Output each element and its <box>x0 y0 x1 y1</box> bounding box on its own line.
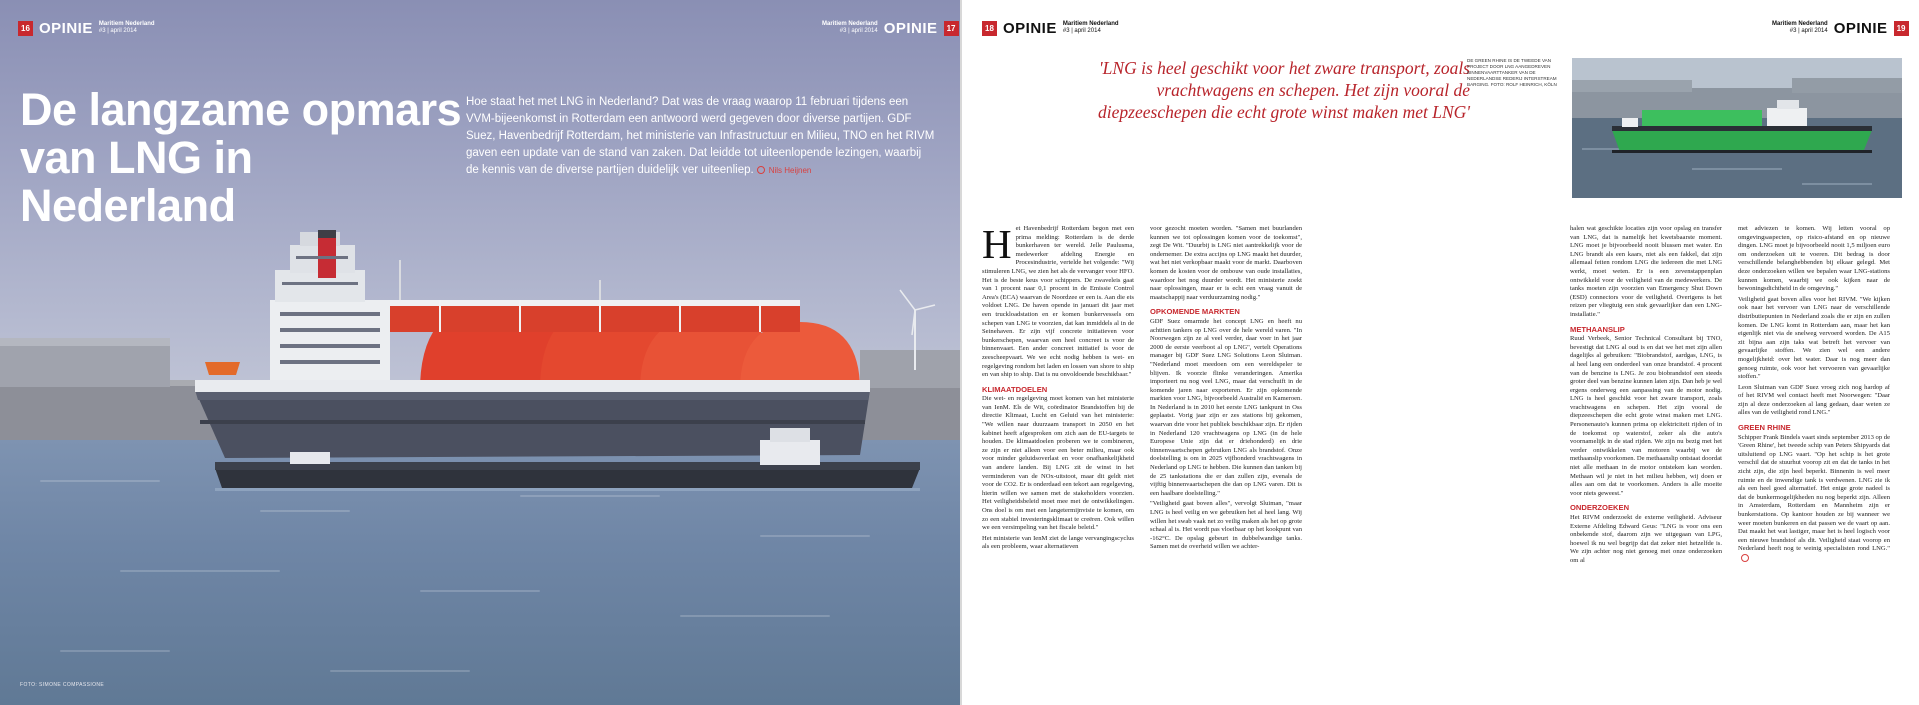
title-line-1: De langzame opmars <box>20 84 462 135</box>
article-column-4 <box>1738 225 1890 565</box>
magazine-meta <box>822 21 878 35</box>
author-name: Nils Heijnen <box>768 166 812 175</box>
paragraph: Ruud Verbeek, Senior Technical Consultant bij TNO, bevestigt dat LNG al oud is en dat we het met zijn allen dagelijks al gebruiken: "Biobrandstof, aardgas, LNG, is al heel lang een onderdeel van onze brandstof. 4 procent van de benzine is LNG. Je zou biobrandstof een steeds groter deel van benzine kunnen laten zijn. Dan heb je wel ergens onderweg een aanpassing van de motor nodig. LNG is heel geschikt voor het zware transport, zoals vrachtwagens en schepen. Het zijn vooral de diepzeeschepen die echt grote winst maken met LNG. Personenauto's kunnen prima op elektriciteit rijden of in de toekomst op waterstof, zeker als die auto's voornamelijk in de stad rijden. We zijn nu bezig met het verder ontwikkelen van motoren waarbij we de methaanslip voorkomen. De methaanslip ontstaat doordat niet alle methaan in de motor ontsteken kan worden. Methaan wil je niet in het milieu hebben, wij doen er alles aan om dat te voorkomen. Anders is alle moeite voor niets geweest." <box>1570 335 1722 497</box>
paragraph <box>1738 434 1890 563</box>
article-column-3 <box>1570 225 1722 568</box>
right-spread-article-page <box>962 0 1919 705</box>
green-rhine-ship-illustration <box>1572 58 1902 198</box>
section-label: OPINIE <box>883 19 938 37</box>
page-header-right <box>1772 18 1909 38</box>
page-number: 18 <box>982 21 997 36</box>
subheading: ONDERZOEKEN <box>1570 503 1630 513</box>
paragraph: halen wat geschikte locaties zijn voor opslag en transfer van LNG, dat is namelijk het kwetsbaarste moment. LNG moet je bijvoorbeeld nooit blussen met water. En LNG brandt als een kaars, niet als een fakkel, dat zijn allemaal feiten rondom LNG die iedereen die met LNG werkt, moet weten. Er is een zevenstappenplan ontwikkeld voor de veiligheid van de medewerkers. De tanks moeten zijn voorzien van Emergency Shut Down (ESD) connectors voor de veiligheid. Overigens is het reizen per vliegtuig een stuk gevaarlijker dan een LNG-installatie." <box>1570 225 1722 318</box>
subheading: METHAANSLIP <box>1570 324 1625 334</box>
page-header-left <box>982 18 1119 38</box>
subheading: GREEN RHINE <box>1738 423 1791 433</box>
article-column-1 <box>982 221 1134 554</box>
magazine-name: Maritiem Nederland <box>1772 21 1828 27</box>
magazine-name: Maritiem Nederland <box>1062 21 1119 27</box>
page-number: 16 <box>18 21 33 36</box>
article-intro <box>466 94 936 179</box>
page-number: 19 <box>1894 21 1909 36</box>
end-mark-icon <box>757 166 765 174</box>
page-number: 17 <box>944 21 959 36</box>
paragraph-text: et Havenbedrijf Rotterdam begon met een prima melding: Rotterdam is de derde bunkerhaven ter wereld. Jelle Paulusma, medewerker afdeling Energie en Procesindustrie, vertelde het volgende: "Wij stimuleren LNG, we zien het als de vervanger voor HFO. Het is de beste keus voor schippers. De zwaveleis gaat van 1 procent naar 0,1 procent in de Emissie Control Area's (ECA) waarvan de Noordzee er een is. Aan die eis voldoet LNG. De haven opende in januari dit jaar met een truckloadstation en er komen bunkervessels om schepen van LNG te voorzien, dat kan inmiddels al in de Seinehaven. Er zijn vijf concrete initiatieven voor bunkerschepen, waarvan een heel concreet is voor de binnenvaart. Een ander concreet initiatief is voor de zeescheepvaart. We we echt nodig hebben is wet- en regelgeving rondom het laden en lossen van shore to ship en van ship to ship. Dat is nu onvoldoende beschikbaar." <box>982 225 1134 379</box>
paragraph <box>982 221 1134 380</box>
article-title <box>20 86 470 230</box>
left-page-header <box>18 18 155 38</box>
paragraph-text: Schipper Frank Bindels vaart sinds september 2013 op de 'Green Rhine', het tweede schip van Peters Shipyards dat uitsluitend op LNG vaart. "Op het schip is het grote verschil dat de stuurhut voorop zit en dat de tanks in het zicht zijn, die zijn heel beperkt. Binnenin is wel meer ruimte en de inwendige tank is verdwenen. LNG zie ik als een heel goed alternatief. Het enige grote nadeel is dat de bunkermogelijkheden nu nog beperkt zijn. Alleen in Amsterdam, Rotterdam en Mannheim zijn er bunkerstations. Op kantoor houden ze bij wanneer we weer moeten bunkeren en dat passen we de vaart op aan. Dat maakt het wat lastiger, maar het is heel logisch voor een nieuwe brandstof als dit. Veiligheid staat voorop en Nederland heeft nog te weinig specialisten rond LNG." <box>1738 433 1890 553</box>
issue-label: #3 | april 2014 <box>1789 28 1828 34</box>
issue-label: #3 | april 2014 <box>98 28 137 34</box>
magazine-meta <box>1772 21 1828 35</box>
end-mark-icon <box>1741 554 1749 562</box>
magazine-meta <box>1063 21 1119 35</box>
subheading: KLIMAATDOELEN <box>982 384 1048 394</box>
pull-quote: 'LNG is heel geschikt voor het zware transport, zoals vrachtwagens en schepen. Het zijn vooral de diepzeeschepen die echt grote winst maken met LNG' <box>1098 58 1470 122</box>
subheading: OPKOMENDE MARKTEN <box>1150 307 1240 317</box>
section-label: OPINIE <box>1003 19 1057 37</box>
paragraph: Het ministerie van IenM ziet de lange vervangingscyclus als een probleem, waar alternatieven <box>982 534 1134 551</box>
right-page-header <box>822 18 959 38</box>
paragraph: Die wet- en regelgeving moet komen van het ministerie van IenM. Els de Wit, coördinator Brandstoffen bij de directie Klimaat, Lucht en Geluid van het ministerie: "We willen naar duurzaam transport in 2050 en het kabinet heeft afgesproken om zich aan de EU-targets te houden. De klimaatdoelen proberen we te combineren, ze zijn er niet alleen voor een beter milieu, maar ook voor minder geluidsoverlast en voor onafhankelijkheid van andere landen. Bij LNG zit de winst in het verminderen van de NOx-uitstoot, maar dit geldt niet voor de CO2. Er is onderdaad een tekort aan regelgeving, hierin willen we samen met de stakeholders voorzien. Het veiligheidsbeleid moet mee met de ontwikkelingen. Ons doel is om met een langetermijnvisie te komen, om zo een stabiel investeringsklimaat te creëren. Ook willen we een versimpeling van het fiscale beleid." <box>982 395 1134 532</box>
paragraph: voor gezocht moeten worden. "Samen met buurlanden kunnen we tot oplossingen komen voor de toekomst", zegt De Wit. "Duurbij is LNG niet aantrekkelijk voor de ondernemer. De extra accijns op LNG maakt het duurder, wat het niet verkopbaar maakt voor de markt. Daarboven komen de kosten voor de ombouw van oude installaties, waardoor het nog duurder wordt. Het ministerie zoekt naar oplossingen, maar er is echt een vraag vanuit de maatschappij naar verduurzaming nodig." <box>1150 225 1302 301</box>
paragraph: Het RIVM onderzoekt de externe veiligheid. Adviseur Externe Afdeling Edward Geus: "LNG is voor ons een onbekende stof, daarom zijn we uitgegaan van LPG, hoewel ik nu wel begrijp dat dat zeker niet hetzelfde is. We zijn achter nog niet genoeg met onze onderzoeken om al <box>1570 514 1722 564</box>
photo-credit: FOTO: SIMONE COMPASSIONE <box>20 682 105 688</box>
paragraph: "Veiligheid gaat boven alles", vervolgt Sluiman, "maar LNG is heel veilig en we gebruiken het al heel lang. Wij willen het swab vaak net zo veilig maken als het op grote schaal al is. Het wordt pas vloeibaar op het kookpunt van -162°C. De opslag gebeurt in dubbelwandige tanks. Samen met de overheid willen we achter- <box>1150 500 1302 551</box>
intro-text: Hoe staat het met LNG in Nederland? Dat was de vraag waarop 11 februari tijdens een VVM-bijeenkomst in Rotterdam een antwoord werd gegeven door diverse partijen. GDF Suez, Havenbedrijf Rotterdam, het ministerie van Infrastructuur en Milieu, TNO en het RIVM gaven een update van de stand van zaken. Dat leidde tot uiteenlopende lezingen, waarbij de kennis van de diverse partijen duidelijk ver uiteenliep. <box>466 96 935 176</box>
magazine-name: Maritiem Nederland <box>98 21 155 27</box>
photo-caption: DE GREEN RHINE IS DE TWEEDE VAN PROJECT DOOR LNG AANGEDREVEN BINNENVAARTTANKER VAN DE NEDERLANDSE REDERIJ INTERSTREAM BARGING. FOTO: ROLF HEINRICH, KÖLN <box>1467 58 1557 87</box>
paragraph: Leon Sluiman van GDF Suez vroeg zich nog hardop af of het RIVM wel contact heeft met Noorwegen: "Daar zijn al deze onderzoeken al lang gedaan, daar weten ze alles van de veiligheid rond LNG." <box>1738 383 1890 417</box>
magazine-meta <box>99 21 155 35</box>
dropcap: H <box>982 221 1012 267</box>
green-rhine-photo <box>1572 58 1902 198</box>
paragraph: met adviezen te komen. Wij letten vooral op omgevingsaspecten, op risico-afstand en op nieuwe dingen. LNG moet je bijvoorbeeld nooit 1,5 miljoen euro om onderzoeken uit te voeren. Dit bedrag is door verschillende belanghebbenden bij elkaar gelegd. Met deze onderzoeken willen we bepalen waar LNG-stations kunnen komen, waarbij we ook kijken naar de bewoningsdichtheid in de omgeving." <box>1738 225 1890 293</box>
title-line-2: van LNG in Nederland <box>20 132 253 231</box>
article-column-2 <box>1150 225 1302 554</box>
section-label: OPINIE <box>1833 19 1888 37</box>
section-label: OPINIE <box>39 19 93 37</box>
magazine-name: Maritiem Nederland <box>822 21 878 27</box>
paragraph: GDF Suez omarmde het concept LNG en heeft nu achttien tankers op LNG over de hele wereld varen. "In Noorwegen zijn ze al veel verder, daar voer in het jaar 2000 de eerste veerboot al op LNG", vertelt Operations manager bij GDF Suez LNG Solutions Leon Sluiman. "Nederland moet meedoen om een wereldspeler te blijven. Ik voorzie flinke veranderingen. Amerika importeert nu nog veel LNG, maar dat verschuift in de komende jaren naar exporteren. Er zijn opkomende markten voor LNG, bijvoorbeeld Australië en Kameroen. In Nederland is in 2010 het eerste LNG tankpunt in Oss geplaatst. Vorig jaar zijn er zes stations bij gekomen, waarvan drie voor het publiek beschikbaar zijn. Er rijden in Nederland 120 vrachtwagens op LNG (in de hele Europese Unie zijn dat er driehonderd) en drie binnenvaartschepen gebruiken LNG als brandstof. Onze doelstelling is om in 2025 vijfhonderd vrachtwagens in Nederland op LNG te hebben. Die kunnen dan tanken bij de 25 tankstations die er dan zullen zijn, evenals de vijftig binnenvaartschepen die dan op LNG varen. Dit is een haalbare doelstelling." <box>1150 317 1302 497</box>
issue-label: #3 | april 2014 <box>839 28 878 34</box>
paragraph: Veiligheid gaat boven alles voor het RIVM. "We kijken ook naar het vervoer van LNG naar de verschillende distributiepunten in Nederland zoals die er zijn en zullen komen. De LNG komt in Rotterdam aan, maar het kan eigenlijk niet via de snelweg vervoerd worden. De A15 zit bijna aan zijn taks wat betreft het vervoer van gevaarlijke stoffen. We zien wel een andere mogelijkheid: over het water. Daar is nog meer dan genoeg ruimte, ook voor het vervoeren van gevaarlijke stoffen." <box>1738 295 1890 381</box>
issue-label: #3 | april 2014 <box>1062 28 1101 34</box>
